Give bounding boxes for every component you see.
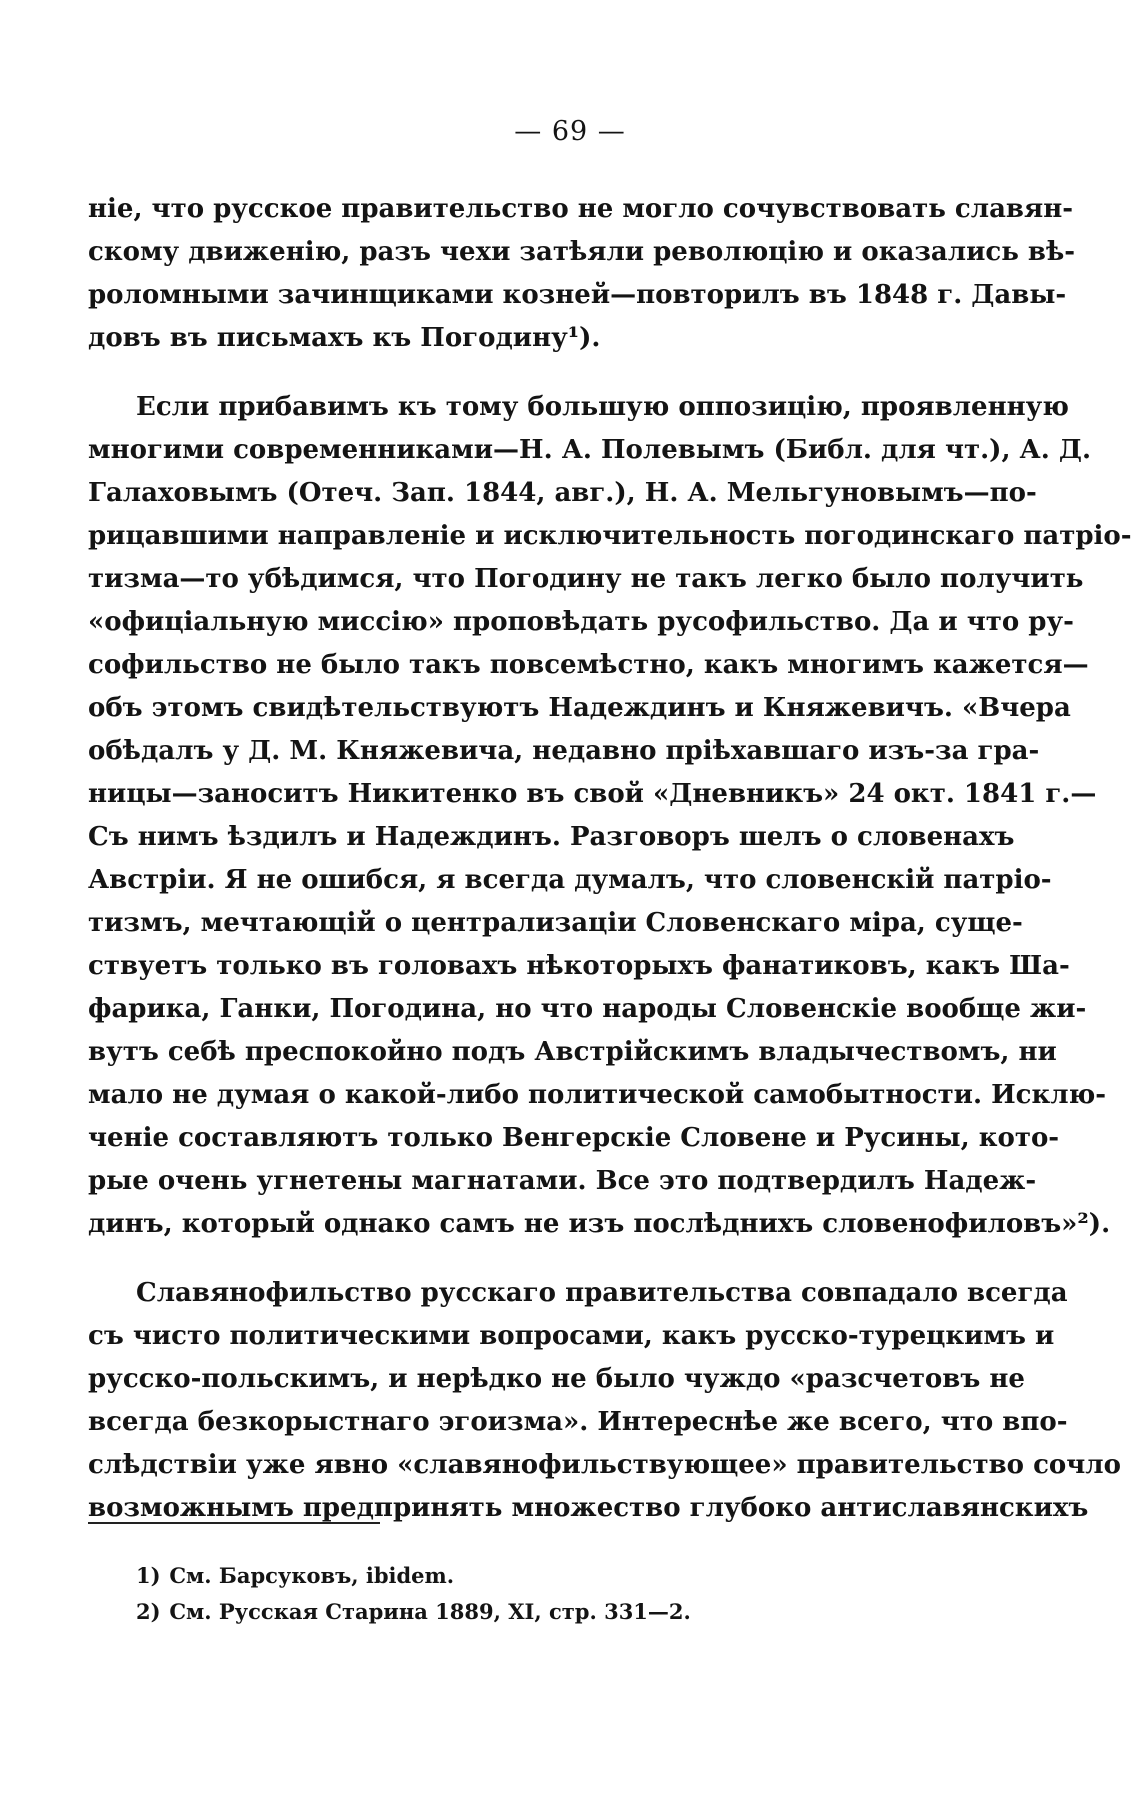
text-line: всегда безкорыстнаго эгоизма». Интереснѣе же всего, что впо- (88, 1407, 1068, 1437)
paragraph-1 (88, 188, 1076, 360)
text-line: фарика, Ганки, Погодина, но что народы Словенскіе вообще жи- (88, 994, 1087, 1024)
text-line: вутъ себѣ преспокойно подъ Австрійскимъ владычествомъ, ни (88, 1037, 1057, 1067)
text-line: тизма—то убѣдимся, что Погодину не такъ легко было получить (88, 564, 1084, 594)
footnote-mark: 1) (136, 1563, 161, 1588)
text-line: мало не думая о какой-либо политической самобытности. Исклю- (88, 1080, 1107, 1110)
footnote-mark: 2) (136, 1599, 161, 1624)
footnotes (136, 1558, 936, 1630)
footnote-divider (88, 1522, 380, 1524)
text-line: объ этомъ свидѣтельствуютъ Надеждинъ и Княжевичъ. «Вчера (88, 693, 1071, 723)
text-line: тизмъ, мечтающій о централизаціи Словенскаго міра, суще- (88, 908, 1023, 938)
text-line: Съ нимъ ѣздилъ и Надеждинъ. Разговоръ шелъ о словенахъ (88, 822, 1015, 852)
text-line: скому движенію, разъ чехи затѣяли революцію и оказались вѣ- (88, 237, 1076, 267)
paragraph-3 (88, 1272, 1121, 1530)
text-line: ствуетъ только въ головахъ нѣкоторыхъ фанатиковъ, какъ Ша- (88, 951, 1070, 981)
footnote-text: См. Барсуковъ, ibidem. (169, 1563, 455, 1588)
footnote-2 (136, 1594, 936, 1630)
text-line: ницы—заноситъ Никитенко въ свой «Дневникъ» 24 окт. 1841 г.— (88, 779, 1097, 809)
text-line: динъ, который однако самъ не изъ послѣднихъ словенофиловъ»²). (88, 1209, 1111, 1239)
text-line: слѣдствіи уже явно «славянофильствующее» правительство сочло (88, 1450, 1121, 1480)
paragraph-spacer (88, 1246, 966, 1272)
footnote-text: См. Русская Старина 1889, XI, стр. 331—2. (169, 1599, 691, 1624)
text-line: роломными зачинщиками козней—повторилъ въ 1848 г. Давы- (88, 280, 1067, 310)
text-line: обѣдалъ у Д. М. Княжевича, недавно пріѣхавшаго изъ-за гра- (88, 736, 1040, 766)
text-line: русско-польскимъ, и нерѣдко не было чуждо «разсчетовъ не (88, 1364, 1025, 1394)
text-line: ченіе составляютъ только Венгерскіе Словене и Русины, кото- (88, 1123, 1060, 1153)
text-line: Славянофильство русскаго правительства совпадало всегда (136, 1278, 1068, 1308)
body-text (88, 188, 1132, 1530)
text-line: рицавшими направленіе и исключительность погодинскаго патріо- (88, 521, 1132, 551)
text-line: софильство не было такъ повсемѣстно, какъ многимъ кажется— (88, 650, 1089, 680)
text-line: рые очень угнетены магнатами. Все это подтвердилъ Надеж- (88, 1166, 1037, 1196)
text-line: многими современниками—Н. А. Полевымъ (Библ. для чт.), А. Д. (88, 435, 1091, 465)
text-line: Галаховымъ (Отеч. Зап. 1844, авг.), Н. А. Мельгуновымъ—по- (88, 478, 1037, 508)
page-number: — 69 — (514, 116, 626, 147)
text-line: съ чисто политическими вопросами, какъ русско-турецкимъ и (88, 1321, 1055, 1351)
paragraph-2 (88, 386, 1132, 1246)
text-line: ніе, что русское правительство не могло сочувствовать славян- (88, 194, 1074, 224)
text-line: Австріи. Я не ошибся, я всегда думалъ, что словенскій патріо- (88, 865, 1052, 895)
text-line: Если прибавимъ къ тому большую оппозицію, проявленную (136, 392, 1069, 422)
text-line: возможнымъ предпринять множество глубоко антиславянскихъ (88, 1493, 1089, 1523)
paragraph-spacer (88, 360, 966, 386)
text-line: «офиціальную миссію» проповѣдать русофильство. Да и что ру- (88, 607, 1074, 637)
text-line: довъ въ письмахъ къ Погодину¹). (88, 323, 601, 353)
footnote-1 (136, 1558, 936, 1594)
